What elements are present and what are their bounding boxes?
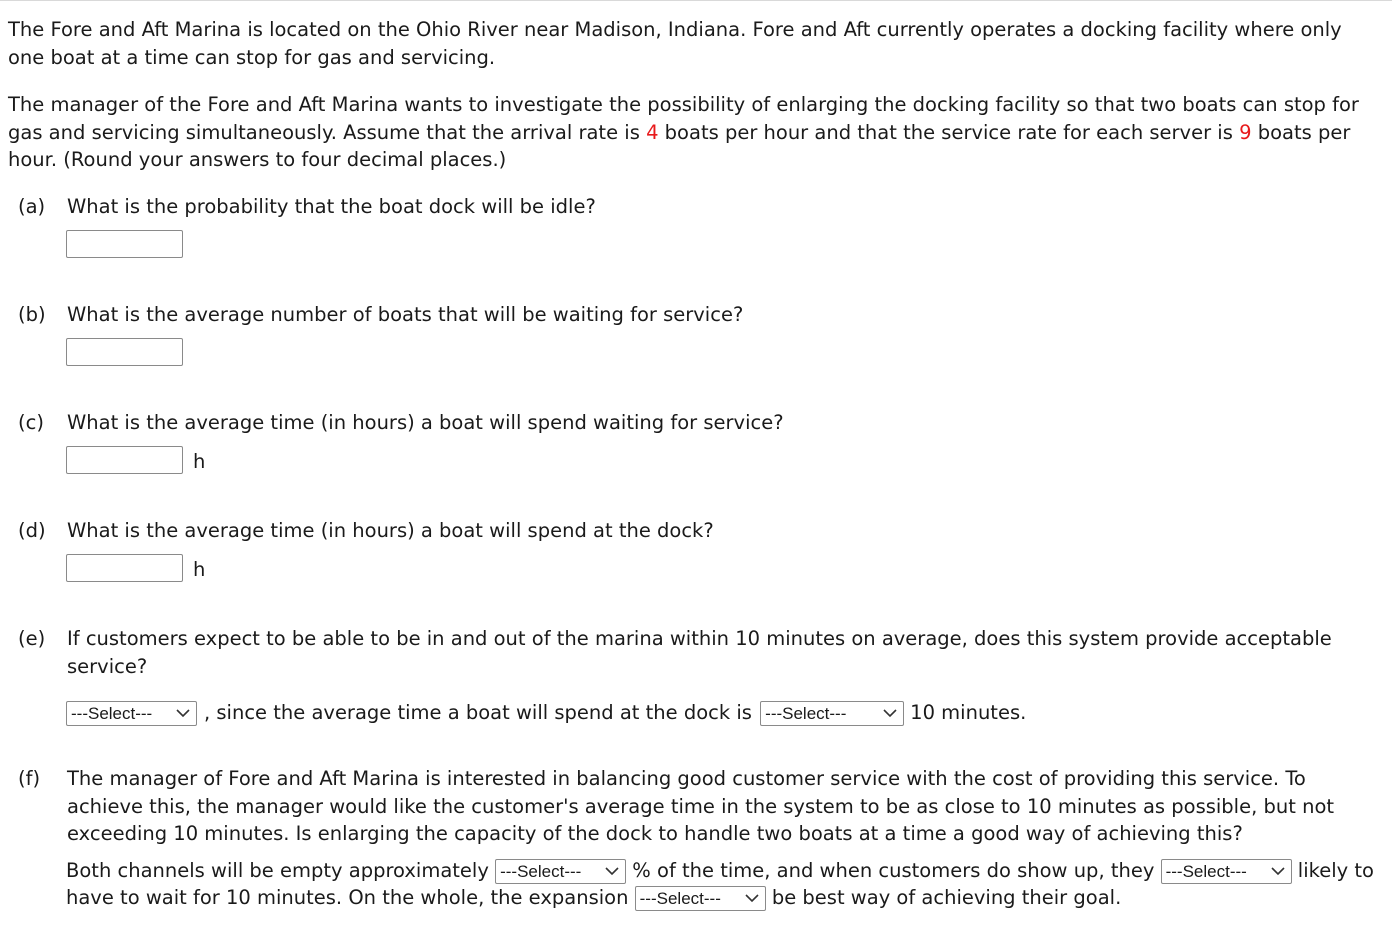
select-acceptable[interactable]: ---Select--- [66, 701, 197, 726]
answer-input-b[interactable] [66, 338, 183, 366]
select-comparison[interactable]: ---Select--- [760, 701, 904, 726]
chevron-down-icon [605, 865, 619, 877]
select-empty-percent[interactable]: ---Select--- [495, 859, 626, 884]
top-divider [0, 0, 1392, 1]
question-text: What is the average time (in hours) a boat will spend waiting for service? [67, 411, 784, 434]
answer-row-e [66, 699, 1026, 727]
answer-row-f-2 [66, 884, 1121, 912]
answer-text: 10 minutes. [910, 701, 1027, 724]
chevron-down-icon [176, 707, 190, 719]
arrival-rate-value: 4 [646, 120, 659, 144]
answer-row-f-1 [66, 857, 1374, 885]
question-text: If customers expect to be able to be in and out of the marina within 10 minutes on average, does this system provide acceptable service? [67, 627, 1332, 678]
question-label: (b) [18, 303, 46, 326]
question-label: (c) [18, 411, 44, 434]
question-text: What is the average time (in hours) a boat will spend at the dock? [67, 519, 714, 542]
select-likely[interactable]: ---Select--- [1161, 859, 1292, 884]
intro-paragraph-2: The manager of the Fore and Aft Marina wants to investigate the possibility of enlarging the docking facility so that two boats can stop for gas and servicing simultaneously. Assume that the arrival rate is 4 boats per hour and that the service rate for each server is 9 boats per hour. (Round your answers to four decimal places.) [8, 93, 1359, 171]
chevron-down-icon [1271, 865, 1285, 877]
answer-text: Both channels will be empty approximately [66, 859, 489, 882]
question-label: (d) [18, 519, 46, 542]
question-text: What is the probability that the boat dock will be idle? [67, 195, 596, 218]
service-rate-value: 9 [1239, 120, 1252, 144]
question-label: (f) [18, 767, 41, 790]
unit-label-d: h [193, 558, 206, 581]
intro-paragraph-1: The Fore and Aft Marina is located on the Ohio River near Madison, Indiana. Fore and Aft currently operates a docking facility where only one boat at a time can stop for gas and servicing. [8, 18, 1342, 69]
unit-label-c: h [193, 450, 206, 473]
answer-input-d[interactable] [66, 554, 183, 582]
answer-text: have to wait for 10 minutes. On the whole, the expansion [66, 886, 629, 909]
answer-text: be best way of achieving their goal. [771, 886, 1122, 909]
chevron-down-icon [883, 707, 897, 719]
question-label: (e) [18, 627, 46, 650]
question-label: (a) [18, 195, 46, 218]
chevron-down-icon [745, 892, 759, 904]
question-text: What is the average number of boats that will be waiting for service? [67, 303, 744, 326]
answer-text: likely to [1297, 859, 1374, 882]
select-expansion[interactable]: ---Select--- [635, 886, 766, 911]
question-text: The manager of Fore and Aft Marina is interested in balancing good customer service with the cost of providing this service. To achieve this, the manager would like the customer's average time in the system to be as close to 10 minutes as possible, but not exceeding 10 minutes. Is enlarging the capacity of the dock to handle two boats at a time a good way of achieving this? [67, 767, 1335, 845]
answer-text: % of the time, and when customers do show up, they [632, 859, 1155, 882]
answer-input-a[interactable] [66, 230, 183, 258]
answer-input-c[interactable] [66, 446, 183, 474]
answer-text: , since the average time a boat will spend at the dock is [204, 701, 752, 724]
